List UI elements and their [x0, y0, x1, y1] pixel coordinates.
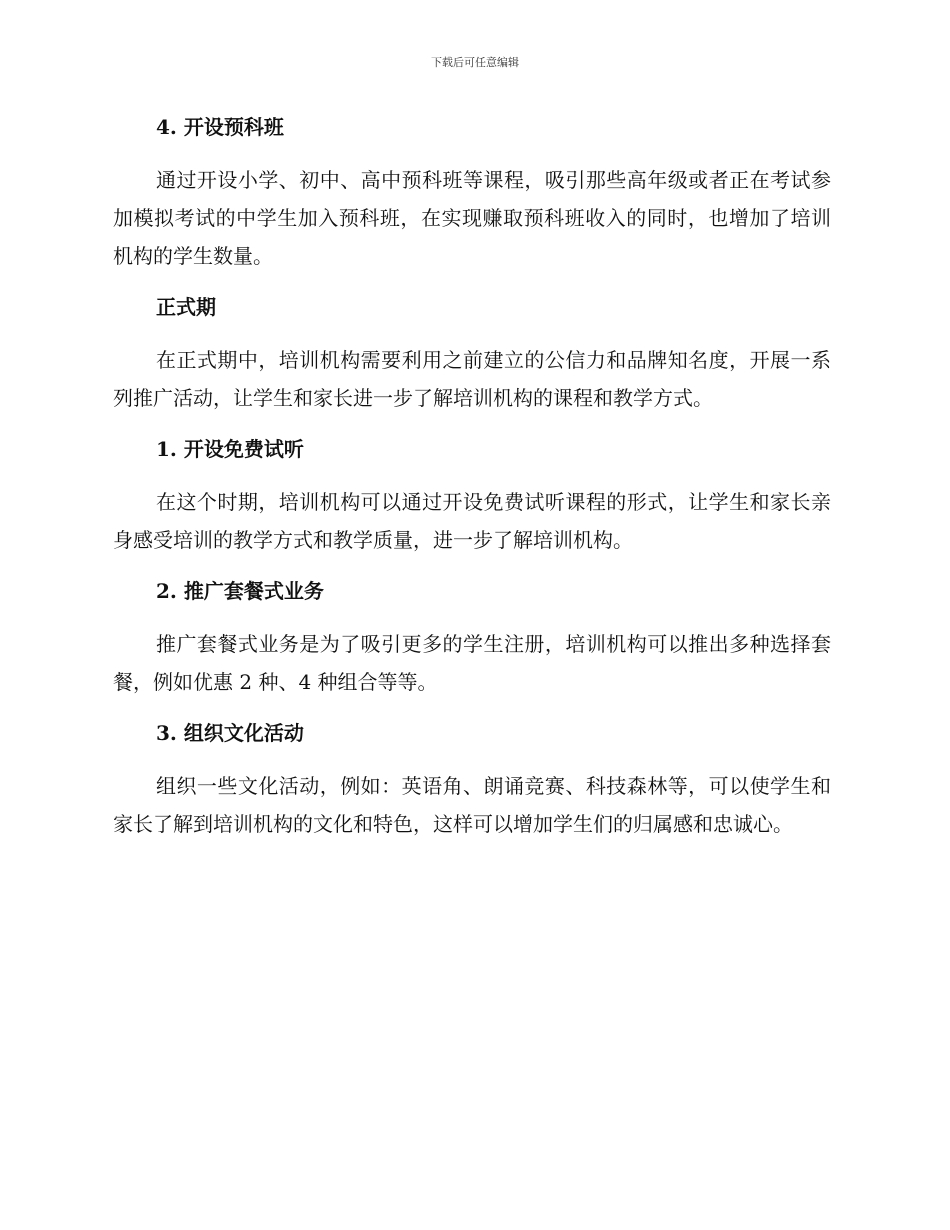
- section-heading-package: 2. 推广套餐式业务: [156, 579, 324, 603]
- paragraph-free-trial: 在这个时期，培训机构可以通过开设免费试听课程的形式，让学生和家长亲身感受培训的教学方式和教学质量，进一步了解培训机构。: [113, 490, 831, 552]
- paragraph-culture: 组织一些文化活动，例如：英语角、朗诵竞赛、科技森林等，可以使学生和家长了解到培训机构的文化和特色，这样可以增加学生们的归属感和忠诚心。: [113, 774, 831, 836]
- paragraph-package: 推广套餐式业务是为了吸引更多的学生注册，培训机构可以推出多种选择套餐，例如优惠 2 种、4 种组合等等。: [113, 632, 831, 694]
- page-header: 下载后可任意编辑: [431, 56, 519, 69]
- section-heading-free-trial: 1. 开设免费试听: [156, 437, 304, 461]
- document-body: [113, 110, 831, 858]
- section-heading-preparatory: 4. 开设预科班: [156, 115, 284, 139]
- section-heading-culture: 3. 组织文化活动: [156, 721, 304, 745]
- paragraph-preparatory: 通过开设小学、初中、高中预科班等课程，吸引那些高年级或者正在考试参加模拟考试的中学生加入预科班，在实现赚取预科班收入的同时，也增加了培训机构的学生数量。: [113, 168, 831, 268]
- section-heading-formal-period: 正式期: [156, 295, 216, 319]
- paragraph-formal-period: 在正式期中，培训机构需要利用之前建立的公信力和品牌知名度，开展一系列推广活动，让学生和家长进一步了解培训机构的课程和教学方式。: [113, 348, 831, 410]
